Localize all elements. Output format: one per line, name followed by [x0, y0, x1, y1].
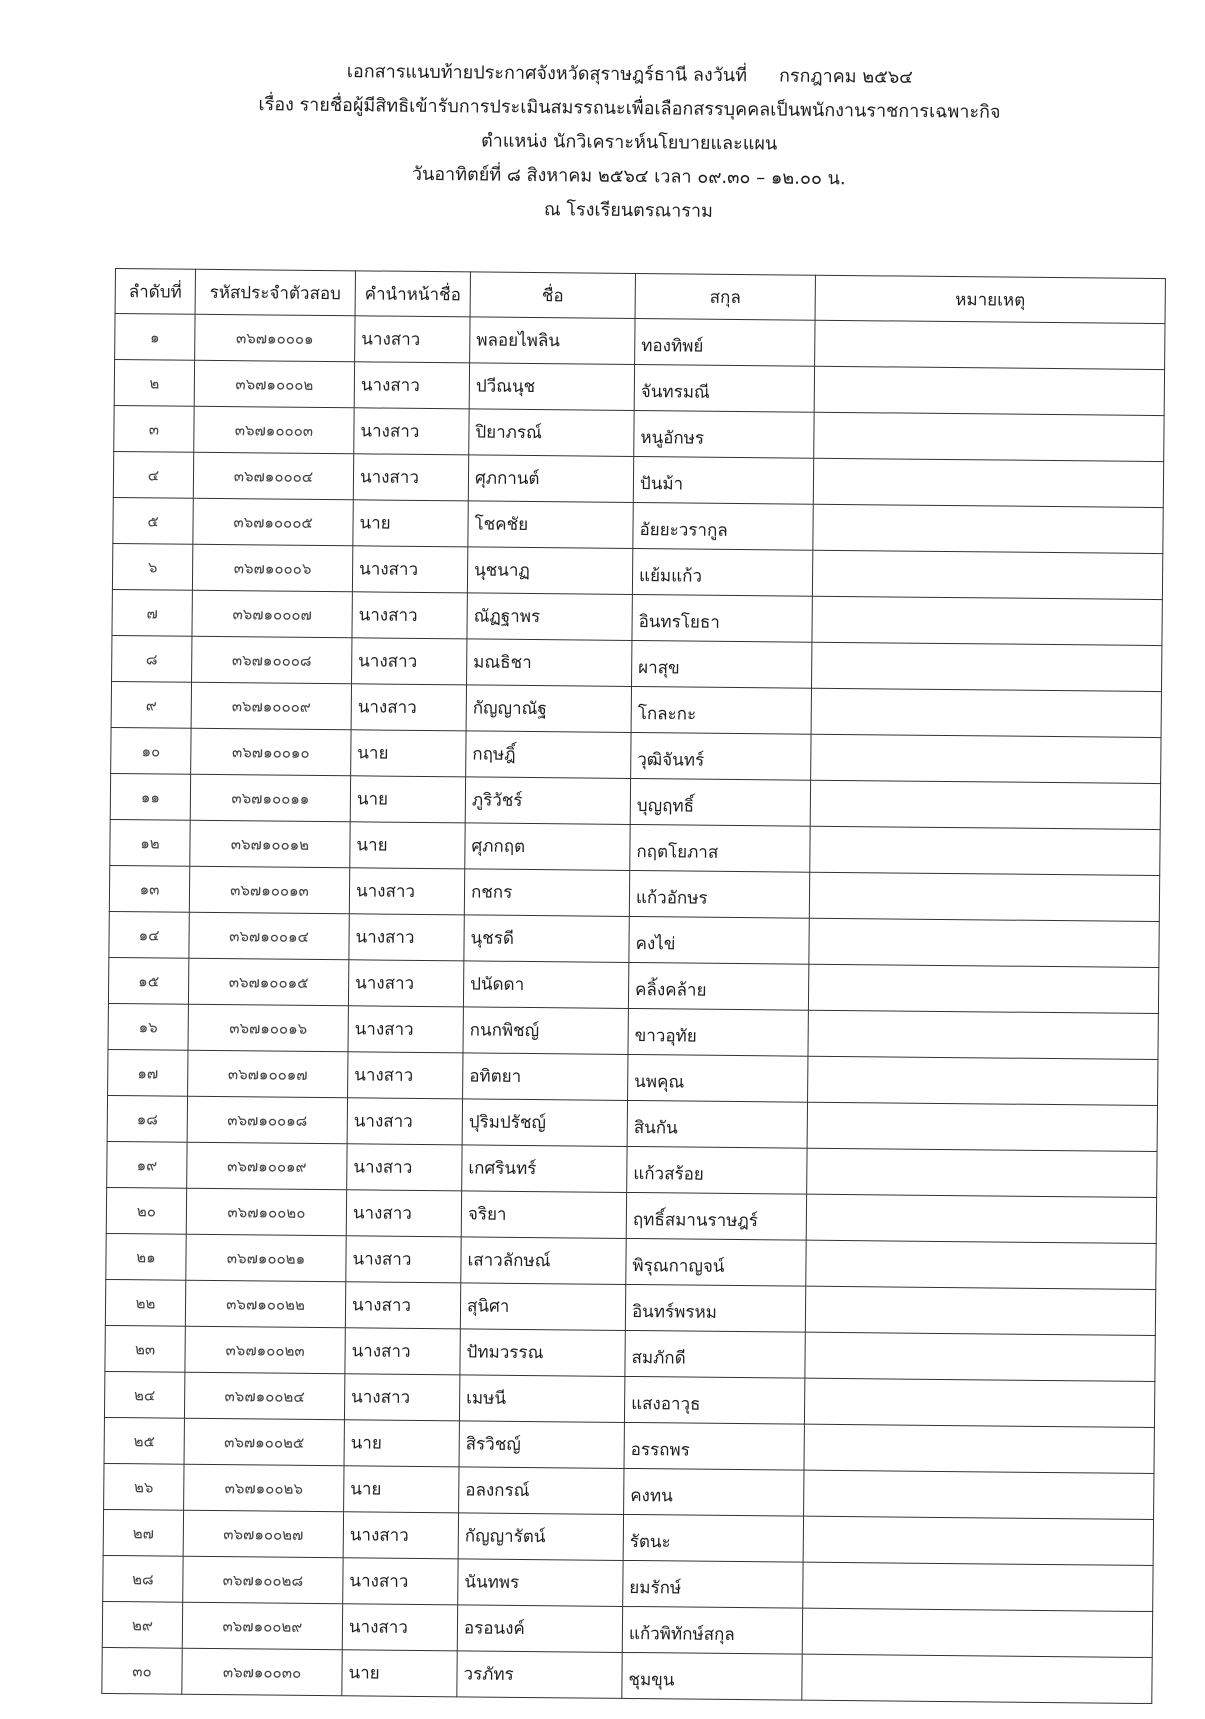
row-no: ๒๐	[106, 1187, 186, 1234]
row-title: นาย	[350, 776, 465, 823]
row-last-name: กฤตโยภาส	[630, 824, 810, 872]
row-remark	[804, 1378, 1154, 1427]
row-exam-id: ๓๖๗๑๐๐๒๙	[182, 1602, 342, 1650]
row-no: ๑๘	[107, 1095, 187, 1142]
row-no: ๒๖	[104, 1463, 184, 1510]
row-last-name: พิรุณกาญจน์	[626, 1238, 806, 1286]
row-title: นางสาว	[347, 1144, 462, 1191]
row-first-name: มณธิชา	[467, 639, 632, 687]
row-title: นางสาว	[343, 1512, 458, 1559]
row-exam-id: ๓๖๗๑๐๐๒๒	[185, 1280, 345, 1328]
row-first-name: สุนิศา	[460, 1283, 625, 1331]
row-title: นางสาว	[354, 408, 469, 455]
row-first-name: อรอนงค์	[457, 1605, 622, 1653]
row-first-name: กฤษฎิ์	[466, 731, 631, 779]
candidate-table-wrapper	[101, 268, 1165, 1704]
row-no: ๑๐	[111, 727, 191, 774]
row-exam-id: ๓๖๗๑๐๐๒๑	[186, 1234, 346, 1282]
row-first-name: วรภัทร	[457, 1651, 622, 1699]
header-title: คำนำหน้าชื่อ	[355, 271, 470, 317]
row-no: ๒๗	[103, 1509, 183, 1556]
row-exam-id: ๓๖๗๑๐๐๐๖	[192, 544, 352, 592]
row-title: นางสาว	[355, 316, 470, 363]
row-title: นาย	[344, 1466, 459, 1513]
row-remark	[814, 366, 1164, 415]
row-exam-id: ๓๖๗๑๐๐๐๓	[194, 406, 354, 454]
row-remark	[812, 550, 1162, 599]
row-remark	[806, 1240, 1156, 1289]
row-remark	[813, 458, 1163, 507]
row-exam-id: ๓๖๗๑๐๐๑๑	[190, 774, 350, 822]
row-no: ๑๖	[108, 1003, 188, 1050]
row-remark	[802, 1608, 1152, 1657]
row-first-name: เมษนี	[459, 1375, 624, 1423]
row-remark	[809, 918, 1159, 967]
row-first-name: ปิยาภรณ์	[469, 409, 634, 457]
row-last-name: ทองทิพย์	[635, 318, 815, 366]
row-exam-id: ๓๖๗๑๐๐๒๘	[183, 1556, 343, 1604]
row-no: ๙	[111, 681, 191, 728]
row-first-name: ปนัดดา	[463, 961, 628, 1009]
row-last-name: แก้วอักษร	[629, 870, 809, 918]
row-exam-id: ๓๖๗๑๐๐๐๗	[192, 590, 352, 638]
row-first-name: อลงกรณ์	[459, 1467, 624, 1515]
row-remark	[808, 1056, 1158, 1105]
row-last-name: นพคุณ	[628, 1054, 808, 1102]
row-last-name: ปันม้า	[633, 456, 813, 504]
row-last-name: แย้มแก้ว	[632, 548, 812, 596]
row-exam-id: ๓๖๗๑๐๐๐๑	[195, 314, 355, 362]
row-last-name: วุฒิจันทร์	[631, 732, 811, 780]
row-remark	[815, 320, 1165, 369]
candidate-table	[101, 268, 1166, 1704]
row-exam-id: ๓๖๗๑๐๐๐๕	[193, 498, 353, 546]
row-remark	[804, 1424, 1154, 1473]
row-title: นางสาว	[348, 1006, 463, 1053]
row-exam-id: ๓๖๗๑๐๐๑๘	[187, 1096, 347, 1144]
row-first-name: เกศรินทร์	[462, 1145, 627, 1193]
row-first-name: นันทพร	[458, 1559, 623, 1607]
row-remark	[807, 1148, 1157, 1197]
row-remark	[803, 1516, 1153, 1565]
row-last-name: อินทร์พรหม	[625, 1284, 805, 1332]
row-exam-id: ๓๖๗๑๐๐๑๙	[187, 1142, 347, 1190]
header-venue: ณ โรงเรียนตรณาราม	[543, 199, 714, 222]
row-no: ๔	[113, 451, 193, 498]
row-last-name: แสงอาวุธ	[624, 1376, 804, 1424]
row-last-name: คลิ้งคล้าย	[628, 962, 808, 1010]
row-last-name: ฤทธิ์สมานราษฎร์	[626, 1192, 806, 1240]
row-title: นางสาว	[342, 1604, 457, 1651]
row-first-name: อทิตยา	[463, 1053, 628, 1101]
row-remark	[809, 872, 1159, 921]
row-title: นางสาว	[351, 684, 466, 731]
row-exam-id: ๓๖๗๑๐๐๒๖	[184, 1464, 344, 1512]
row-last-name: แก้วสร้อย	[627, 1146, 807, 1194]
row-remark	[808, 964, 1158, 1013]
row-no: ๓	[114, 405, 194, 452]
row-last-name: ชุมขุน	[622, 1652, 802, 1700]
row-first-name: นุชรดี	[464, 915, 629, 963]
row-last-name: สินกัน	[627, 1100, 807, 1148]
row-no: ๘	[112, 635, 192, 682]
row-exam-id: ๓๖๗๑๐๐๒๕	[184, 1418, 344, 1466]
row-title: นางสาว	[349, 868, 464, 915]
row-remark	[811, 734, 1161, 783]
row-no: ๑๒	[110, 819, 190, 866]
header-exam-id: รหัสประจำตัวสอบ	[195, 269, 355, 316]
row-last-name: อัยยะวรากูล	[633, 502, 813, 550]
row-last-name: คงทน	[624, 1468, 804, 1516]
row-title: นางสาว	[346, 1190, 461, 1237]
row-no: ๒	[114, 360, 194, 407]
header-no: ลำดับที่	[115, 269, 195, 315]
row-first-name: กัญญาณัฐ	[466, 685, 631, 733]
row-first-name: ปัทมวรรณ	[460, 1329, 625, 1377]
row-last-name: ยมรักษ์	[623, 1560, 803, 1608]
row-no: ๑๔	[109, 911, 189, 958]
row-last-name: รัตนะ	[623, 1514, 803, 1562]
row-last-name: หนูอักษร	[634, 410, 814, 458]
row-title: นางสาว	[346, 1236, 461, 1283]
header-date: กรกฎาคม ๒๕๖๔	[778, 65, 913, 88]
row-title: นางสาว	[352, 546, 467, 593]
row-title: นางสาว	[353, 454, 468, 501]
row-last-name: สมภักดี	[625, 1330, 805, 1378]
row-first-name: ภูริวัชร์	[465, 777, 630, 825]
row-first-name: ณัฏฐาพร	[467, 593, 632, 641]
row-last-name: อินทรโยธา	[632, 594, 812, 642]
row-no: ๗	[112, 589, 192, 636]
header-line-1-text: เอกสารแนบท้ายประกาศจังหวัดสุราษฎร์ธานี ลงวันที่	[346, 61, 748, 87]
row-first-name: ปวีณนุช	[469, 363, 634, 411]
row-title: นางสาว	[348, 1052, 463, 1099]
row-exam-id: ๓๖๗๑๐๐๑๗	[188, 1050, 348, 1098]
row-first-name: กนกพิชญ์	[463, 1007, 628, 1055]
row-no: ๒๓	[105, 1325, 185, 1372]
row-remark	[804, 1470, 1154, 1519]
row-last-name: บุญฤทธิ์	[630, 778, 810, 826]
row-first-name: จริยา	[461, 1191, 626, 1239]
row-remark	[805, 1286, 1155, 1335]
row-last-name: ผาสุข	[632, 640, 812, 688]
row-exam-id: ๓๖๗๑๐๐๒๗	[183, 1510, 343, 1558]
row-last-name: จันทรมณี	[634, 364, 814, 412]
row-no: ๒๕	[104, 1417, 184, 1464]
table-row	[102, 1647, 1152, 1703]
row-last-name: อรรถพร	[624, 1422, 804, 1470]
row-title: นางสาว	[352, 592, 467, 639]
row-remark	[810, 826, 1160, 875]
row-title: นาย	[344, 1420, 459, 1467]
document-header	[188, 53, 1070, 232]
row-first-name: ศุภกฤต	[465, 823, 630, 871]
row-last-name: ขาวอุทัย	[628, 1008, 808, 1056]
row-exam-id: ๓๖๗๑๐๐๐๙	[191, 682, 351, 730]
row-last-name: คงไข่	[629, 916, 809, 964]
row-title: นางสาว	[345, 1282, 460, 1329]
row-exam-id: ๓๖๗๑๐๐๑๔	[189, 912, 349, 960]
header-remark: หมายเหตุ	[815, 275, 1165, 323]
row-no: ๑๕	[108, 957, 188, 1004]
row-first-name: กชกร	[464, 869, 629, 917]
row-no: ๓๐	[102, 1647, 182, 1694]
header-schedule: วันอาทิตย์ที่ ๘ สิงหาคม ๒๕๖๔ เวลา ๐๙.๓๐ – ๑๒.๐๐ น.	[411, 163, 846, 190]
row-remark	[808, 1010, 1158, 1059]
row-exam-id: ๓๖๗๑๐๐๑๐	[191, 728, 351, 776]
row-no: ๑๗	[108, 1049, 188, 1096]
row-no: ๕	[113, 497, 193, 544]
row-no: ๑	[115, 314, 195, 361]
row-no: ๖	[112, 543, 192, 590]
row-exam-id: ๓๖๗๑๐๐๑๕	[188, 958, 348, 1006]
row-title: นางสาว	[354, 362, 469, 409]
row-title: นางสาว	[352, 638, 467, 685]
row-no: ๒๙	[102, 1601, 182, 1648]
header-last-name: สกุล	[635, 273, 815, 320]
row-exam-id: ๓๖๗๑๐๐๐๘	[192, 636, 352, 684]
row-first-name: ปุริมปรัชญ์	[462, 1099, 627, 1147]
row-title: นางสาว	[348, 960, 463, 1007]
row-title: นางสาว	[349, 914, 464, 961]
row-title: นาย	[353, 500, 468, 547]
row-exam-id: ๓๖๗๑๐๐๒๐	[186, 1188, 346, 1236]
row-exam-id: ๓๖๗๑๐๐๑๖	[188, 1004, 348, 1052]
table-body	[102, 314, 1165, 1704]
row-last-name: โกละกะ	[631, 686, 811, 734]
row-no: ๑๑	[110, 773, 190, 820]
row-remark	[811, 688, 1161, 737]
row-title: นาย	[350, 822, 465, 869]
row-no: ๑๓	[109, 865, 189, 912]
row-exam-id: ๓๖๗๑๐๐๓๐	[182, 1648, 342, 1696]
row-remark	[811, 642, 1161, 691]
header-position: ตำแหน่ง นักวิเคราะห์นโยบายและแผน	[480, 130, 778, 155]
row-first-name: โชคชัย	[468, 501, 633, 549]
row-first-name: เสาวลักษณ์	[461, 1237, 626, 1285]
row-title: นางสาว	[344, 1374, 459, 1421]
row-title: นางสาว	[345, 1328, 460, 1375]
row-remark	[802, 1654, 1152, 1703]
row-no: ๒๔	[104, 1371, 184, 1418]
row-remark	[807, 1102, 1157, 1151]
row-first-name: สิรวิชญ์	[459, 1421, 624, 1469]
row-title: นาย	[351, 730, 466, 777]
row-exam-id: ๓๖๗๑๐๐๐๔	[193, 452, 353, 500]
row-title: นาย	[342, 1650, 457, 1697]
row-remark	[805, 1332, 1155, 1381]
row-first-name: นุชนาฏ	[467, 547, 632, 595]
row-remark	[813, 504, 1163, 553]
row-title: นางสาว	[347, 1098, 462, 1145]
row-remark	[803, 1562, 1153, 1611]
row-remark	[810, 780, 1160, 829]
header-subject: เรื่อง รายชื่อผู้มีสิทธิเข้ารับการประเมินสมรรถนะเพื่อเลือกสรรบุคคลเป็นพนักงานราชการเฉพาะกิจ	[258, 94, 1001, 123]
row-remark	[812, 596, 1162, 645]
row-no: ๒๑	[106, 1233, 186, 1280]
row-no: ๒๘	[103, 1555, 183, 1602]
row-remark	[814, 412, 1164, 461]
row-title: นางสาว	[343, 1558, 458, 1605]
row-exam-id: ๓๖๗๑๐๐๑๓	[189, 866, 349, 914]
header-first-name: ชื่อ	[470, 272, 635, 319]
row-first-name: พลอยไพลิน	[470, 317, 635, 365]
row-last-name: แก้วพิทักษ์สกุล	[622, 1606, 802, 1654]
row-exam-id: ๓๖๗๑๐๐๐๒	[194, 360, 354, 408]
row-exam-id: ๓๖๗๑๐๐๑๒	[190, 820, 350, 868]
row-remark	[806, 1194, 1156, 1243]
row-first-name: ศุภกานต์	[468, 455, 633, 503]
row-no: ๒๒	[105, 1279, 185, 1326]
row-exam-id: ๓๖๗๑๐๐๒๔	[184, 1372, 344, 1420]
row-no: ๑๙	[107, 1141, 187, 1188]
row-first-name: กัญญารัตน์	[458, 1513, 623, 1561]
row-exam-id: ๓๖๗๑๐๐๒๓	[185, 1326, 345, 1374]
